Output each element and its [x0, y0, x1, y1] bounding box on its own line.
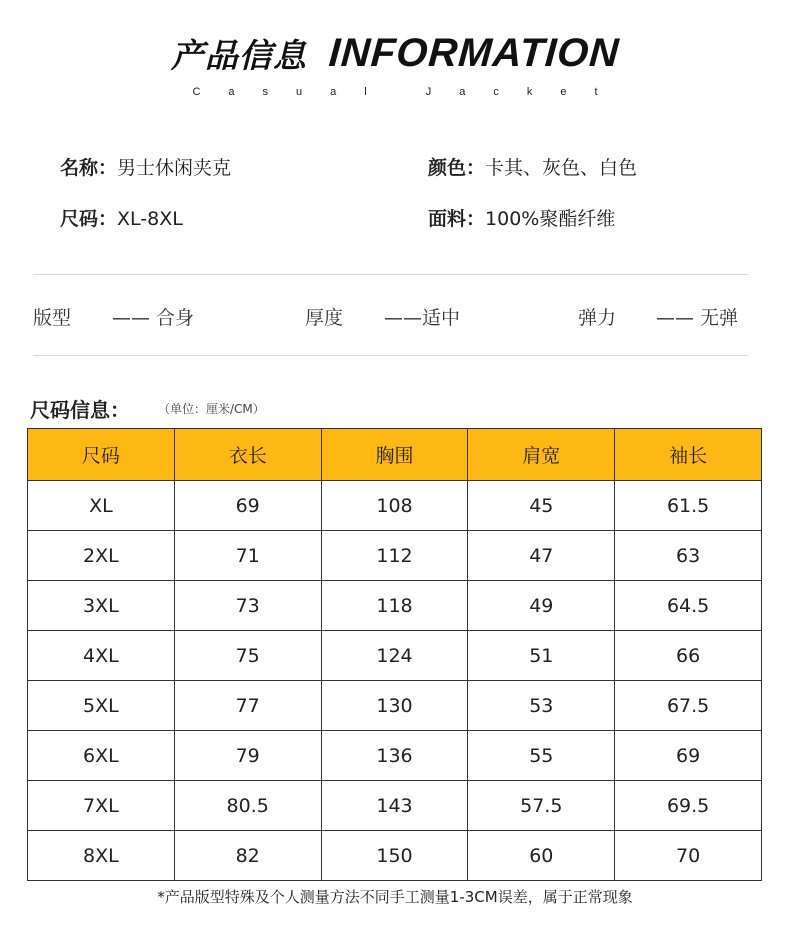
table-cell: 77: [174, 681, 321, 731]
table-header-row: [28, 429, 762, 481]
table-cell: 66: [615, 631, 762, 681]
table-row: [28, 581, 762, 631]
table-cell: 3XL: [28, 581, 175, 631]
table-cell: 4XL: [28, 631, 175, 681]
size-info-title: 尺码信息：: [30, 398, 130, 422]
attr-stretch-label: 弹力: [578, 307, 617, 329]
product-size: [60, 204, 183, 231]
table-cell: 75: [174, 631, 321, 681]
table-cell: 69.5: [615, 781, 762, 831]
table-cell: 118: [321, 581, 468, 631]
table-cell: 5XL: [28, 681, 175, 731]
table-cell: 108: [321, 481, 468, 531]
table-cell: 47: [468, 531, 615, 581]
table-cell: 8XL: [28, 831, 175, 881]
table-row: [28, 531, 762, 581]
table-cell: 143: [321, 781, 468, 831]
product-name: [60, 153, 231, 180]
table-cell: 79: [174, 731, 321, 781]
product-fabric: [428, 204, 615, 231]
product-color: [428, 153, 637, 180]
table-cell: 69: [174, 481, 321, 531]
table-cell: 6XL: [28, 731, 175, 781]
table-cell: 124: [321, 631, 468, 681]
subtitle: Casual Jacket: [192, 86, 626, 98]
product-size-label: 尺码：: [60, 208, 118, 230]
table-cell: 64.5: [615, 581, 762, 631]
attr-stretch-value: —— 无弹: [656, 307, 739, 329]
table-cell: 61.5: [615, 481, 762, 531]
table-cell: 55: [468, 731, 615, 781]
size-table: [27, 428, 762, 881]
table-cell: 136: [321, 731, 468, 781]
table-body: [28, 481, 762, 881]
title-chinese: 产品信息: [170, 35, 307, 75]
product-name-value: 男士休闲夹克: [117, 157, 232, 179]
table-row: [28, 681, 762, 731]
product-color-value: 卡其、灰色、白色: [485, 157, 638, 179]
table-cell: 82: [174, 831, 321, 881]
table-cell: 69: [615, 731, 762, 781]
product-name-label: 名称：: [60, 157, 118, 179]
table-cell: 57.5: [468, 781, 615, 831]
table-cell: 67.5: [615, 681, 762, 731]
footnote: *产品版型特殊及个人测量方法不同手工测量1-3CM误差，属于正常现象: [157, 888, 633, 906]
attr-fit-value: —— 合身: [112, 307, 195, 329]
header-cell: 衣长: [174, 429, 321, 481]
table-cell: 71: [174, 531, 321, 581]
product-fabric-value: 100%聚酯纤维: [485, 208, 616, 230]
attr-thickness-label: 厚度: [305, 307, 344, 329]
size-info-unit: （单位：厘米/CM）: [158, 402, 265, 416]
table-cell: 45: [468, 481, 615, 531]
table-row: [28, 631, 762, 681]
table-cell: XL: [28, 481, 175, 531]
table-row: [28, 731, 762, 781]
table-cell: 150: [321, 831, 468, 881]
divider-bottom: [33, 355, 748, 356]
table-row: [28, 831, 762, 881]
header-cell: 袖长: [615, 429, 762, 481]
table-cell: 2XL: [28, 531, 175, 581]
table-cell: 63: [615, 531, 762, 581]
table-cell: 7XL: [28, 781, 175, 831]
header-cell: 尺码: [28, 429, 175, 481]
page-title: [0, 28, 790, 78]
product-color-label: 颜色：: [428, 157, 486, 179]
table-cell: 51: [468, 631, 615, 681]
table-row: [28, 481, 762, 531]
header-cell: 肩宽: [468, 429, 615, 481]
attr-thickness-value: ——适中: [384, 307, 461, 329]
table-cell: 60: [468, 831, 615, 881]
title-english: INFORMATION: [327, 30, 621, 75]
table-cell: 73: [174, 581, 321, 631]
attr-fit-label: 版型: [33, 307, 72, 329]
table-cell: 130: [321, 681, 468, 731]
product-size-value: XL-8XL: [117, 208, 183, 230]
table-cell: 70: [615, 831, 762, 881]
table-cell: 112: [321, 531, 468, 581]
table-cell: 53: [468, 681, 615, 731]
header-cell: 胸围: [321, 429, 468, 481]
table-row: [28, 781, 762, 831]
divider-top: [33, 274, 748, 275]
table-cell: 49: [468, 581, 615, 631]
table-cell: 80.5: [174, 781, 321, 831]
product-fabric-label: 面料：: [428, 208, 486, 230]
